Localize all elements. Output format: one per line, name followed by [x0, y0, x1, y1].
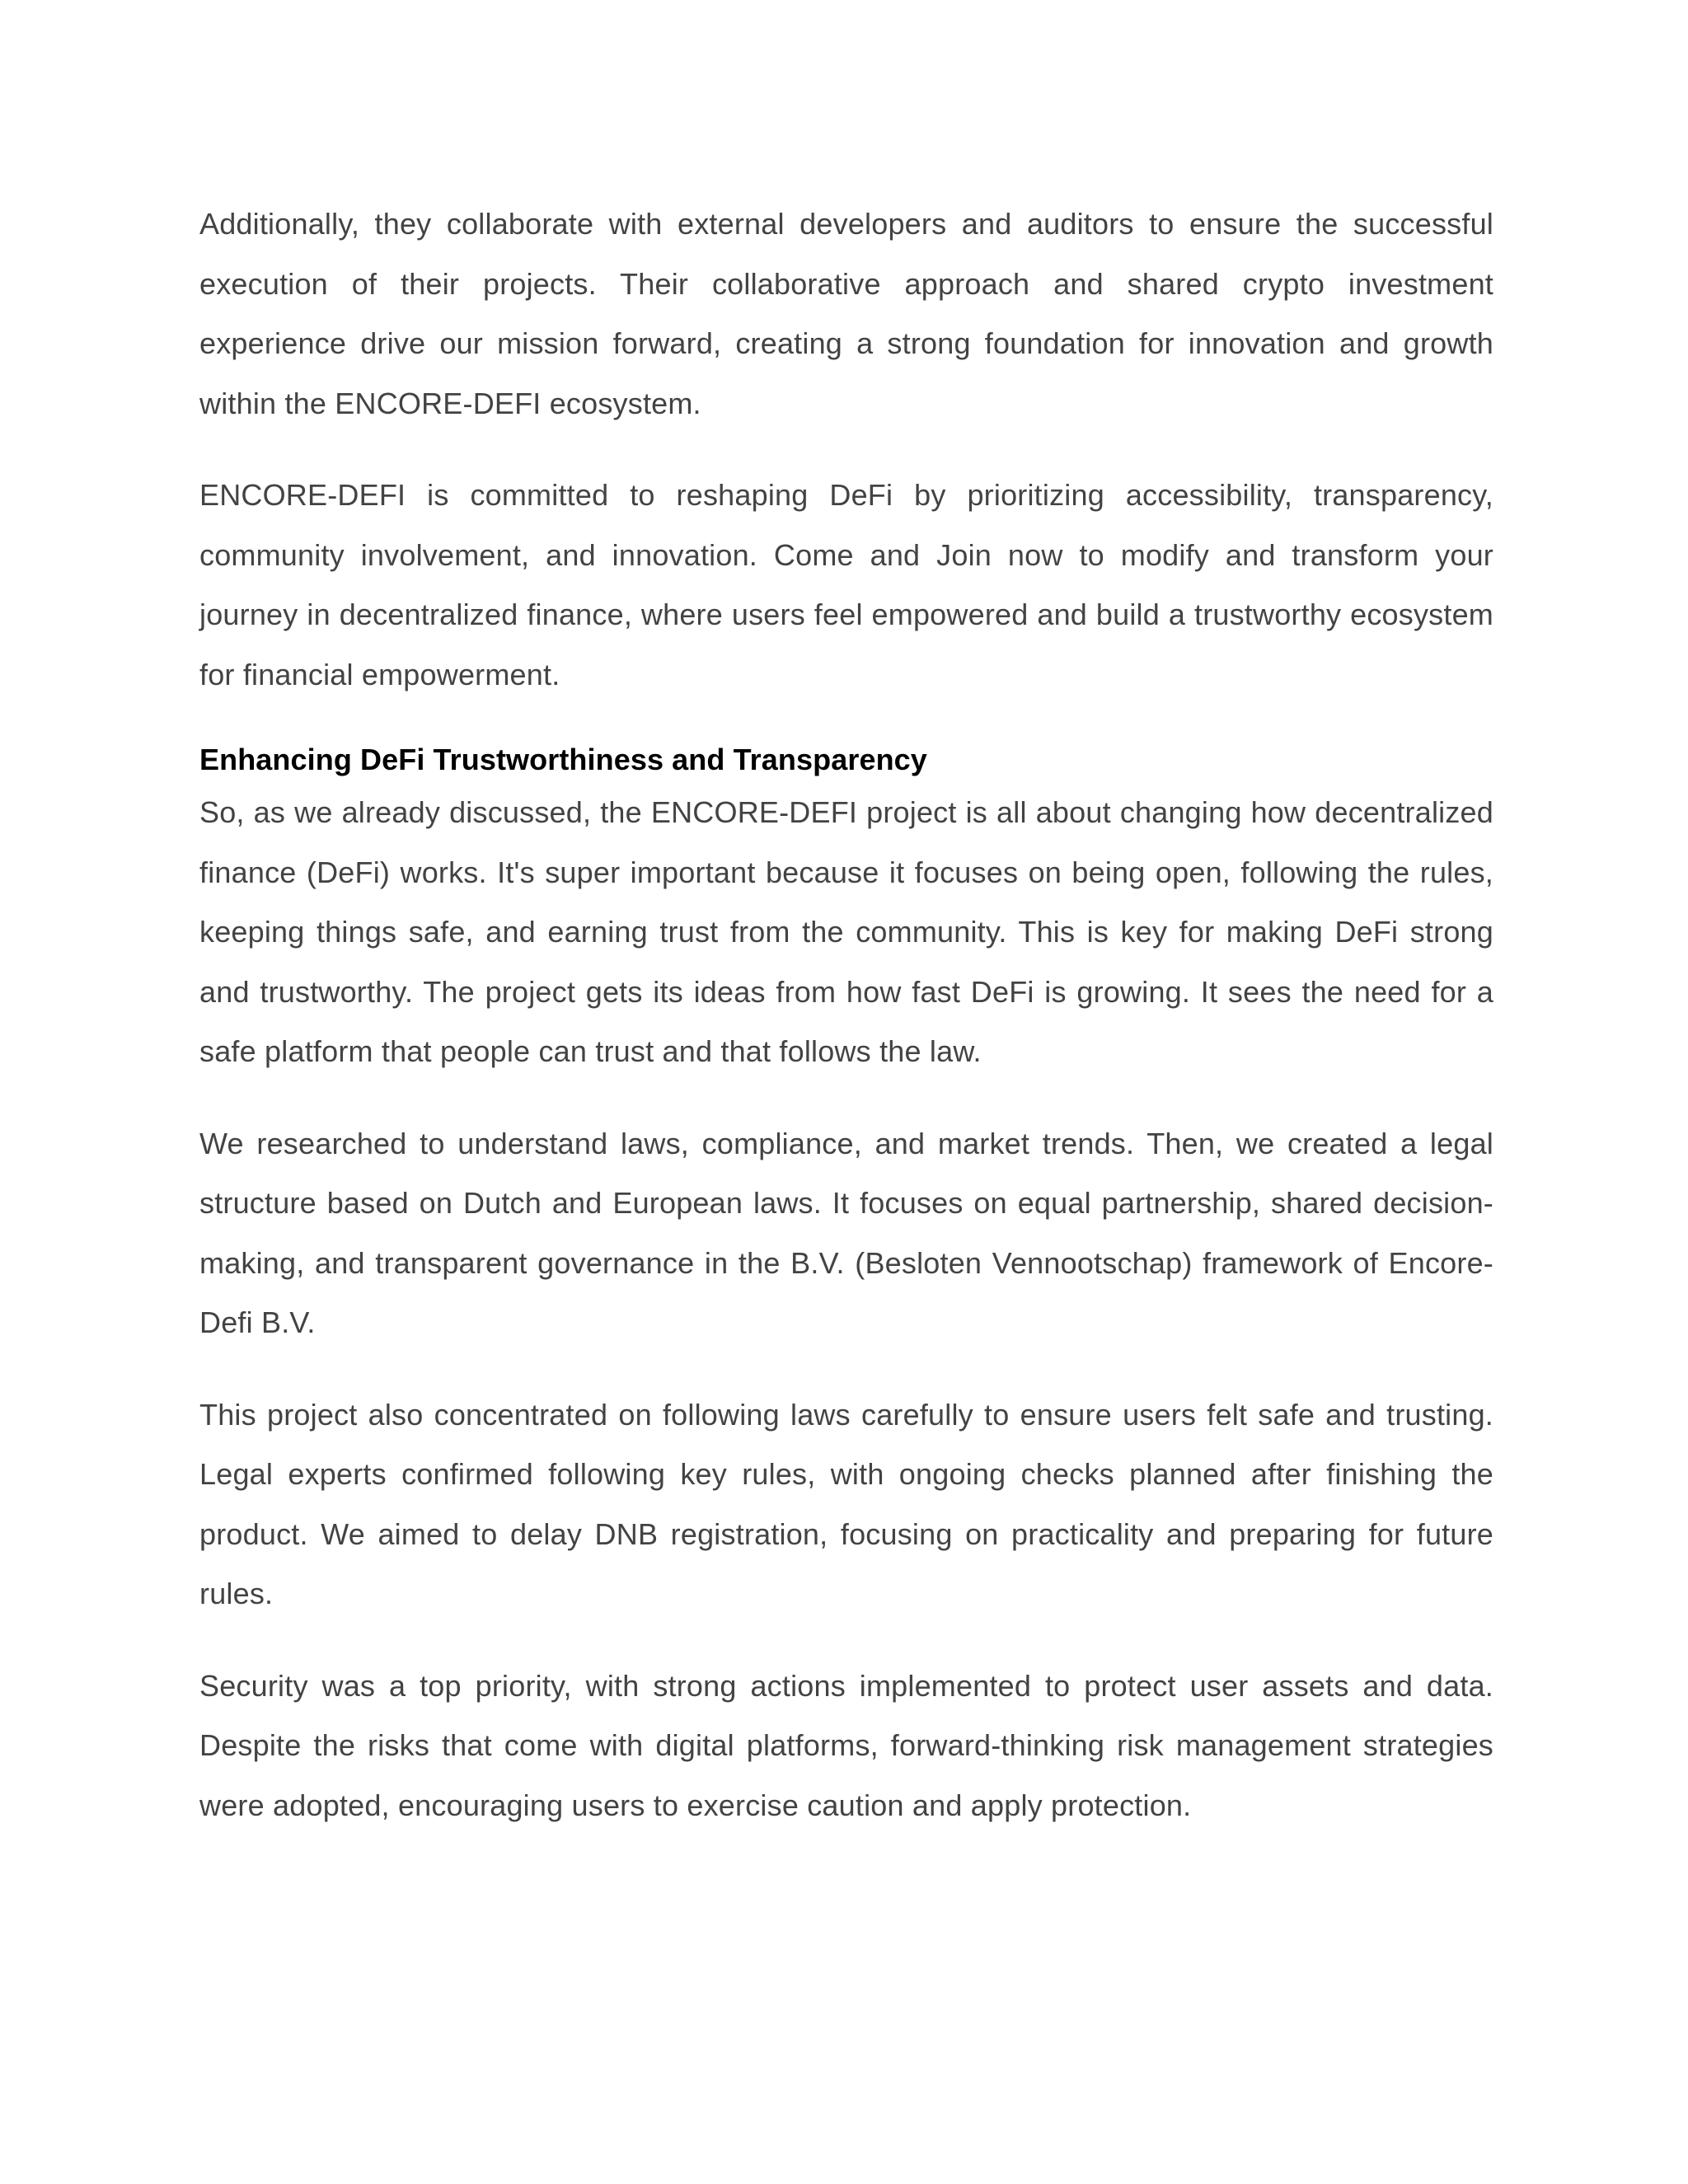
- paragraph-collaboration: Additionally, they collaborate with external developers and auditors to ensure the successful execution of their projects. Their collaborative approach and shared crypto investment experience drive our mission forward, creating a strong foundation for innovation and growth within the ENCORE-DEFI ecosystem.: [199, 207, 1493, 420]
- paragraph-legal-structure: We researched to understand laws, compliance, and market trends. Then, we created a legal structure based on Dutch and European laws. It focuses on equal partnership, shared decision-making, and transparent governance in the B.V. (Besloten Vennootschap) framework of Encore-Defi B.V.: [199, 1126, 1493, 1339]
- document-page: [199, 194, 1493, 1868]
- paragraph-project-overview: So, as we already discussed, the ENCORE-DEFI project is all about changing how decentralized finance (DeFi) works. It's super important because it focuses on being open, following the rules, keeping things safe, and earning trust from the community. This is key for making DeFi strong and trustworthy. The project gets its ideas from how fast DeFi is growing. It sees the need for a safe platform that people can trust and that follows the law.: [199, 795, 1493, 1068]
- paragraph-commitment: ENCORE-DEFI is committed to reshaping DeFi by prioritizing accessibility, transparency, community involvement, and innovation. Come and Join now to modify and transform your journey in decentralized finance, where users feel empowered and build a trustworthy ecosystem for financial empowerment.: [199, 478, 1493, 691]
- paragraph-security: Security was a top priority, with strong actions implemented to protect user assets and data. Despite the risks that come with digital platforms, forward-thinking risk management strategies were adopted, encouraging users to exercise caution and apply protection.: [199, 1668, 1493, 1822]
- section-heading: Enhancing DeFi Trustworthiness and Transparency: [199, 743, 927, 776]
- section-trustworthiness: [199, 737, 1493, 1835]
- paragraph-compliance: This project also concentrated on following laws carefully to ensure users felt safe and trusting. Legal experts confirmed following key rules, with ongoing checks planned after finishing the product. We aimed to delay DNB registration, focusing on practicality and preparing for future rules.: [199, 1397, 1493, 1610]
